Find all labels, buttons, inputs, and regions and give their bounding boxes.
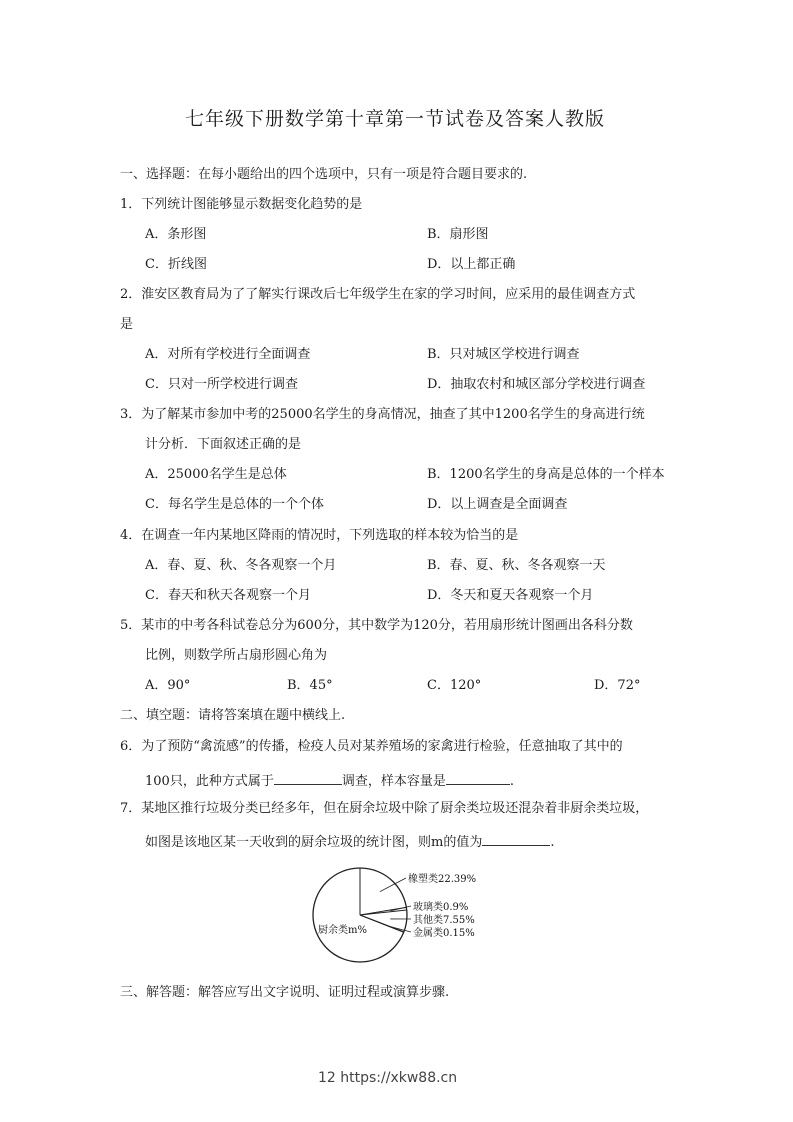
q6-line2 <box>145 770 514 791</box>
q3-option-d: D．以上调查是全面调查 <box>427 497 568 512</box>
q1-option-d: D．以上都正确 <box>427 257 516 272</box>
q7-line2 <box>145 831 554 852</box>
q5-option-c: C．120° <box>427 678 482 693</box>
q1-stem: 1．下列统计图能够显示数据变化趋势的是 <box>120 197 363 212</box>
waste-pie-chart <box>300 860 500 970</box>
q2-option-c: C．只对一所学校进行调查 <box>145 377 298 392</box>
q2-option-d: D．抽取农村和城区部分学校进行调查 <box>427 377 646 392</box>
q5-stem-line2: 比例，则数学所占扇形圆心角为 <box>145 648 328 663</box>
page-title: 七年级下册数学第十章第一节试卷及答案人教版 <box>185 108 606 130</box>
section-1-heading: 一、选择题：在每小题给出的四个选项中，只有一项是符合题目要求的. <box>120 167 528 182</box>
q3-option-b: B．1200名学生的身高是总体的一个样本 <box>427 467 665 482</box>
q2-stem-line1: 2．淮安区教育局为了了解实行课改后七年级学生在家的学习时间，应采用的最佳调查方式 <box>120 287 636 302</box>
q1-option-c: C．折线图 <box>145 257 207 272</box>
q5-option-b: B．45° <box>287 678 333 693</box>
pie-leader-line-0 <box>380 878 406 892</box>
section-2-heading: 二、填空题：请将答案填在题中横线上. <box>120 708 346 723</box>
q6-line1: 6．为了预防“禽流感”的传播，检疫人员对某养殖场的家禽进行检验，任意抽取了其中的 <box>120 739 623 754</box>
q5-stem-line1: 5．某市的中考各科试卷总分为600分，其中数学为120分，若用扇形统计图画出各科分数 <box>120 618 633 633</box>
q3-option-a: A．25000名学生是总体 <box>145 467 287 482</box>
q6-text-part1: 100只，此种方式属于 <box>145 774 274 789</box>
q2-option-a: A．对所有学校进行全面调查 <box>145 347 311 362</box>
q7-text-part2: . <box>550 835 555 850</box>
pie-label-3: 金属类0.15% <box>413 928 475 939</box>
q2-stem-line2: 是 <box>120 317 134 332</box>
q3-option-c: C．每名学生是总体的一个个体 <box>145 497 324 512</box>
q6-answer-blank-1[interactable] <box>274 770 342 785</box>
q6-text-part2: 调查，样本容量是 <box>341 774 446 789</box>
page-footer: 12 https://xkw88.cn <box>318 1070 458 1086</box>
pie-label-1: 玻璃类0.9% <box>413 902 469 913</box>
q4-option-b: B．春、夏、秋、冬各观察一天 <box>427 558 606 573</box>
q1-option-b: B．扇形图 <box>427 227 489 242</box>
q6-text-part3: . <box>509 774 514 789</box>
pie-label-2: 其他类7.55% <box>413 915 475 926</box>
q4-option-a: A．春、夏、秋、冬各观察一个月 <box>145 558 337 573</box>
q5-option-a: A．90° <box>145 678 191 693</box>
section-3-heading: 三、解答题：解答应写出文字说明、证明过程或演算步骤. <box>120 985 450 1000</box>
q7-text-part1: 如图是该地区某一天收到的厨余垃圾的统计图，则m的值为 <box>145 835 483 850</box>
q5-option-d: D．72° <box>594 678 641 693</box>
q7-line1: 7．某地区推行垃圾分类已经多年，但在厨余垃圾中除了厨余类垃圾还混杂着非厨余类垃圾， <box>120 801 649 816</box>
q6-answer-blank-2[interactable] <box>446 770 510 785</box>
pie-label-4: 厨余类m% <box>318 925 367 936</box>
q3-stem-line2: 计分析．下面叙述正确的是 <box>145 437 302 452</box>
q2-option-b: B．只对城区学校进行调查 <box>427 347 580 362</box>
pie-chart-marks <box>313 868 407 962</box>
q1-option-a: A．条形图 <box>145 227 207 242</box>
q7-answer-blank[interactable] <box>482 831 550 846</box>
q4-option-c: C．春天和秋天各观察一个月 <box>145 588 311 603</box>
q4-stem: 4．在调查一年内某地区降雨的情况时，下列选取的样本较为恰当的是 <box>120 528 519 543</box>
pie-label-0: 橡塑类22.39% <box>408 874 477 885</box>
q4-option-d: D．冬天和夏天各观察一个月 <box>427 588 594 603</box>
q3-stem-line1: 3．为了解某市参加中考的25000名学生的身高情况，抽查了其中1200名学生的身高进行统 <box>120 407 645 422</box>
